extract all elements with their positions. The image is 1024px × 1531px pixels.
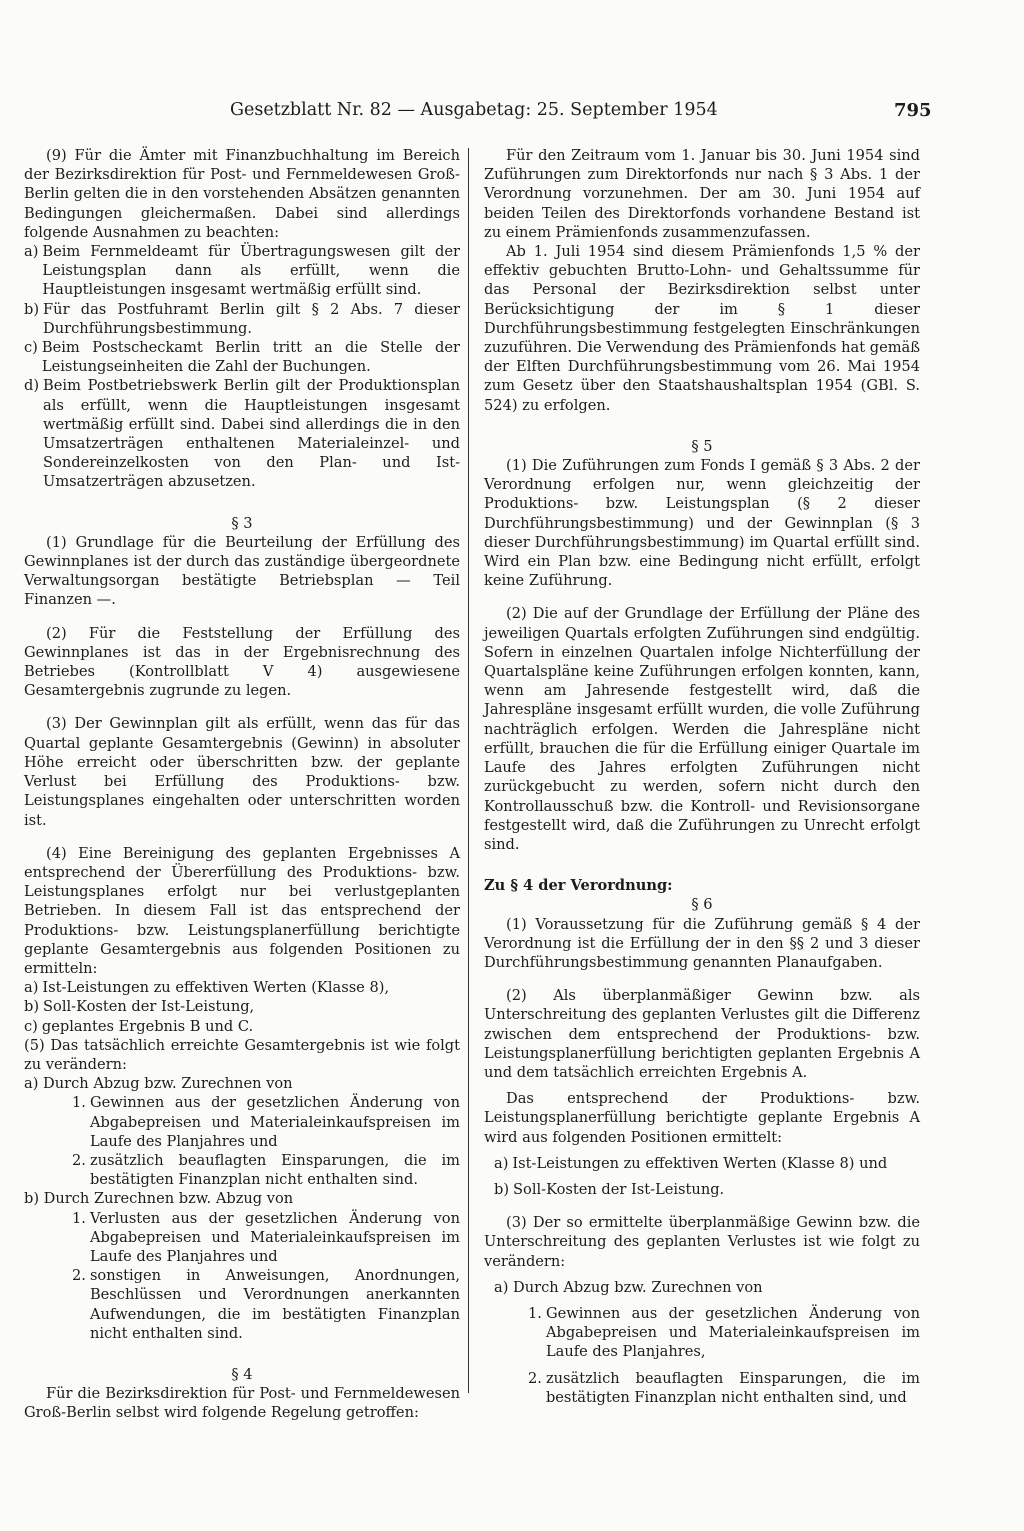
- header-title: Gesetzblatt Nr. 82 — Ausgabetag: 25. September 1954: [230, 100, 718, 120]
- list-item: a) Beim Fernmeldeamt für Übertragungswesen gilt der Leistungsplan dann als erfüllt, wenn die Hauptleistungen insgesamt wertmäßig erfüllt sind.: [24, 243, 460, 299]
- section-3-paragraph-5: (5) Das tatsächlich erreichte Gesamtergebnis ist wie folgt zu verändern:: [24, 1036, 460, 1073]
- section-6-paragraph-2b: Das entsprechend der Produktions- bzw. Leistungsplanerfüllung berichtigte geplante Ergebnis A wird aus folgenden Positionen ermittelt:: [484, 1090, 920, 1146]
- list-item: 1. Gewinnen aus der gesetzlichen Änderung von Abgabepreisen und Materialeinkaufspreisen im Laufe des Planjahres und: [72, 1094, 460, 1150]
- section-3-paragraph-3: (3) Der Gewinnplan gilt als erfüllt, wenn das für das Quartal geplante Gesamtergebnis (Gewinn) in absoluter Höhe erreicht oder überschritten bzw. der geplante Verlust bei Erfüllung des Produktions- bzw. Leistungsplanes eingehalten oder unterschritten worden ist.: [24, 715, 460, 829]
- section-3-paragraph-5b: b) Durch Zurechnen bzw. Abzug von: [24, 1190, 294, 1208]
- section-5-paragraph-2: (2) Die auf der Grundlage der Erfüllung der Pläne des jeweiligen Quartals erfolgten Zuführungen sind endgültig. Sofern in einzelnen Quartalen infolge Nichterfüllung der Quartalspläne keine Zuführungen erfolgen konnten, kann, wenn am Jahresende festgestellt wird, daß die Jahrespläne insgesamt erfüllt wurden, die volle Zuführung nachträglich erfolgen. Werden die Jahrespläne nicht erfüllt, brauchen die für die Erfüllung einiger Quartale im Laufe des Jahres erfolgten Zuführungen nicht zurückgebucht zu werden, sofern nicht durch den Kontrollausschuß bzw. die Kontroll- und Revisionsorgane festgestellt wird, daß die Zuführungen zu Unrecht erfolgt sind.: [484, 605, 920, 853]
- list-item: 2. sonstigen in Anweisungen, Anordnungen, Beschlüssen und Verordnungen anerkannten Aufwendungen, die im bestätigten Finanzplan nicht enthalten sind.: [72, 1267, 460, 1342]
- section-6-paragraph-1: (1) Voraussetzung für die Zuführung gemäß § 4 der Verordnung ist die Erfüllung der in den §§ 2 und 3 dieser Durchführungsbestimmung genannten Planaufgaben.: [484, 915, 920, 971]
- section-3-paragraph-1: (1) Grundlage für die Beurteilung der Erfüllung des Gewinnplanes ist der durch das zuständige übergeordnete Verwaltungsorgan bestätigte Betriebsplan — Teil Finanzen —.: [24, 533, 460, 609]
- section-5-paragraph-1: (1) Die Zuführungen zum Fonds I gemäß § 3 Abs. 2 der Verordnung erfolgen nur, wenn gleichzeitig der Produktions- bzw. Leistungsplan (§ 2 dieser Durchführungsbestimmung) und der Gewinnplan (§ 3 dieser Durchführungsbestimmung) im Quartal erfüllt sind. Wird ein Plan bzw. eine Bedingung nicht erfüllt, erfolgt keine Zuführung.: [484, 457, 920, 590]
- list-item: 2. zusätzlich beauflagten Einsparungen, die im bestätigten Finanzplan nicht enthalten sind, und: [528, 1369, 920, 1406]
- list-item: b) Für das Postfuhramt Berlin gilt § 2 Abs. 7 dieser Durchführungsbestimmung.: [24, 300, 460, 337]
- section-4-heading: § 4: [231, 1365, 253, 1383]
- section-6-heading: § 6: [691, 896, 713, 914]
- section-3-paragraph-4: (4) Eine Bereinigung des geplanten Ergebnisses A entsprechend der Übererfüllung des Produktions- bzw. Leistungsplanes erfolgt nur bei verlustgeplanten Betrieben. In diesem Fall ist das entsprechend der Produktions- bzw. Leistungsplanerfüllung berichtigte geplante Gesamtergebnis aus folgenden Positionen zu ermitteln:: [24, 844, 460, 977]
- list-item: a) Ist-Leistungen zu effektiven Werten (Klasse 8),: [24, 979, 390, 997]
- page-header: [0, 100, 1024, 128]
- list-item: d) Beim Postbetriebswerk Berlin gilt der Produktionsplan als erfüllt, wenn die Hauptleistungen insgesamt wertmäßig erfüllt sind. Dabei sind allerdings die in den Umsatzerträgen enthaltenen Materialeinzel- und Sondereinzelkosten von den Plan- und Ist-Umsatzerträgen abzusetzen.: [24, 377, 460, 491]
- paragraph-9: (9) Für die Ämter mit Finanzbuchhaltung im Bereich der Bezirksdirektion für Post- und Fernmeldewesen Groß-Berlin gelten die in den vorstehenden Absätzen genannten Bedingungen gleichermaßen. Dabei sind allerdings folgende Ausnahmen zu beachten:: [24, 147, 460, 241]
- list-item: a) Ist-Leistungen zu effektiven Werten (Klasse 8) und: [494, 1154, 888, 1172]
- list-item: c) Beim Postscheckamt Berlin tritt an die Stelle der Leistungseinheiten die Zahl der Buchungen.: [24, 339, 460, 376]
- list-item: b) Soll-Kosten der Ist-Leistung.: [494, 1180, 725, 1198]
- section-6-paragraph-3a: a) Durch Abzug bzw. Zurechnen von: [494, 1278, 763, 1296]
- section-3-paragraph-5a: a) Durch Abzug bzw. Zurechnen von: [24, 1075, 293, 1093]
- section-4-continuation-2: Ab 1. Juli 1954 sind diesem Prämienfonds 1,5 % der effektiv gebuchten Brutto-Lohn- und Gehaltssumme für das Personal der Bezirksdirektion selbst unter Berücksichtigung der im § 1 dieser Durchführungsbestimmung festgelegten Einschränkungen zuzuführen. Die Verwendung des Prämienfonds hat gemäß der Elften Durchführungsbestimmung vom 26. Mai 1954 zum Gesetz über den Staatshaushaltsplan 1954 (GBl. S. 524) zu erfolgen.: [484, 243, 920, 414]
- page-number: 795: [894, 100, 932, 121]
- list-item: c) geplantes Ergebnis B und C.: [24, 1017, 254, 1035]
- section-6-paragraph-2: (2) Als überplanmäßiger Gewinn bzw. als Unterschreitung des geplanten Verlustes gilt die Differenz zwischen dem entsprechend der Produktions- bzw. Leistungsplanerfüllung berichtigten geplanten Ergebnis A und dem tatsächlich erreichten Ergebnis A.: [484, 987, 920, 1081]
- list-item: b) Soll-Kosten der Ist-Leistung,: [24, 998, 255, 1016]
- list-item: 2. zusätzlich beauflagten Einsparungen, die im bestätigten Finanzplan nicht enthalten sind.: [72, 1151, 460, 1189]
- section-3-heading: § 3: [231, 514, 253, 532]
- left-column: [24, 146, 460, 1423]
- list-item: 1. Verlusten aus der gesetzlichen Änderung von Abgabepreisen und Materialeinkaufspreisen im Laufe des Planjahres und: [72, 1209, 460, 1265]
- section-4-continuation-1: Für den Zeitraum vom 1. Januar bis 30. Juni 1954 sind Zuführungen zum Direktorfonds nur nach § 3 Abs. 1 der Verordnung vorzunehmen. Der am 30. Juni 1954 auf beiden Teilen des Direktorfonds vorhandene Bestand ist zu einem Prämienfonds zusammenzufassen.: [484, 147, 920, 241]
- section-6-paragraph-3: (3) Der so ermittelte überplanmäßige Gewinn bzw. die Unterschreitung des geplanten Verlustes ist wie folgt zu verändern:: [484, 1214, 920, 1270]
- section-4-paragraph: Für die Bezirksdirektion für Post- und Fernmeldewesen Groß-Berlin selbst wird folgende Regelung getroffen:: [24, 1385, 460, 1422]
- zu-section-4-heading: Zu § 4 der Verordnung:: [484, 877, 673, 895]
- section-3-paragraph-2: (2) Für die Feststellung der Erfüllung des Gewinnplanes ist das in der Ergebnisrechnung des Betriebes (Kontrollblatt V 4) ausgewiesene Gesamtergebnis zugrunde zu legen.: [24, 624, 460, 700]
- right-column: [484, 146, 920, 1407]
- column-divider: [468, 148, 469, 1393]
- list-item: 1. Gewinnen aus der gesetzlichen Änderung von Abgabepreisen und Materialeinkaufspreisen im Laufe des Planjahres,: [528, 1304, 920, 1361]
- section-5-heading: § 5: [691, 437, 713, 455]
